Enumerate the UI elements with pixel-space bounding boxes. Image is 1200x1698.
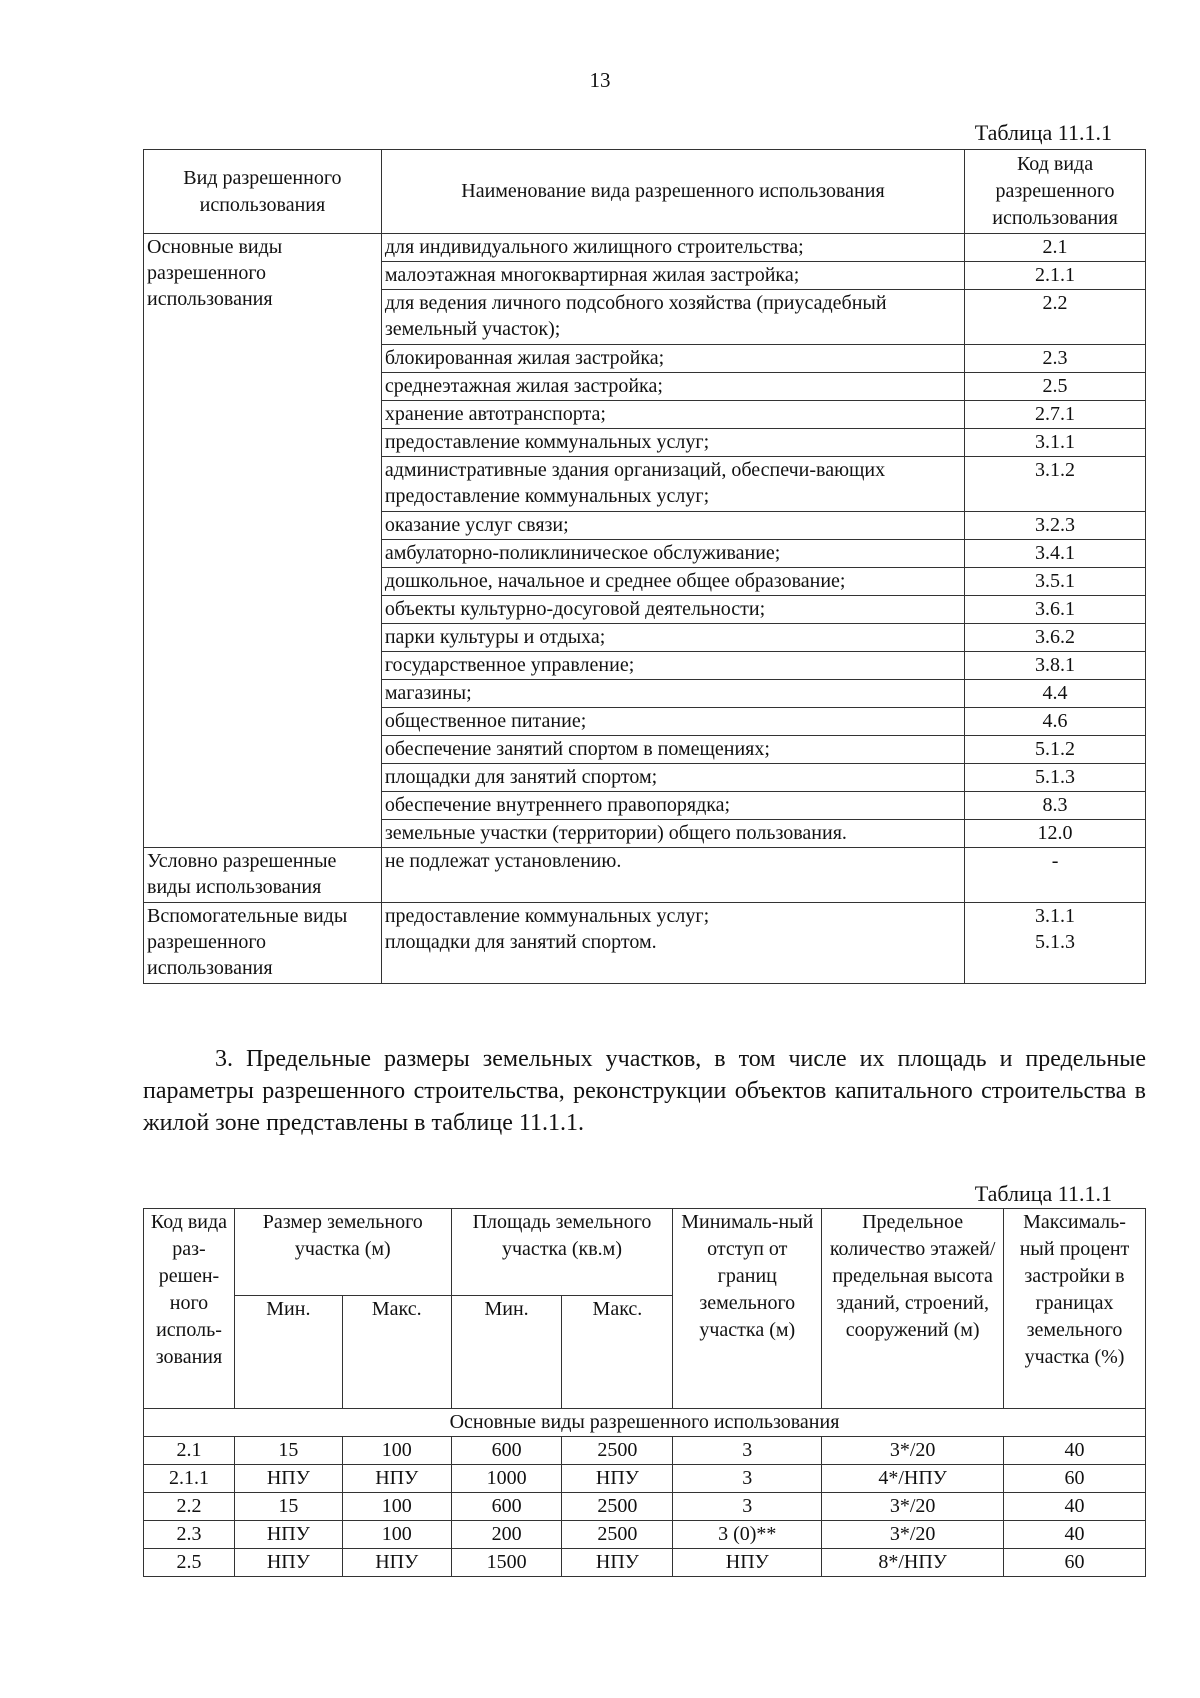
use-code: 3.8.1	[965, 652, 1146, 680]
param-max-percent: 60	[1004, 1549, 1146, 1577]
param-area-max: 2500	[562, 1493, 673, 1521]
use-name: оказание услуг связи;	[381, 512, 964, 540]
param-max-percent: 40	[1004, 1437, 1146, 1465]
permitted-use-table	[143, 149, 1146, 984]
parameters-table	[143, 1208, 1146, 1577]
param-max-percent: 40	[1004, 1521, 1146, 1549]
use-name: магазины;	[381, 680, 964, 708]
parameters-body	[144, 1409, 1146, 1577]
param-setback: 3	[673, 1465, 822, 1493]
use-code: 3.4.1	[965, 540, 1146, 568]
use-code: 3.6.1	[965, 596, 1146, 624]
table2-caption: Таблица 11.1.1	[974, 1181, 1112, 1206]
header-size-max: Макс.	[342, 1296, 451, 1409]
use-code: 3.1.2	[965, 457, 1146, 512]
use-code: 3.6.2	[965, 624, 1146, 652]
use-name: для индивидуального жилищного строительства;	[381, 234, 964, 262]
param-setback: 3	[673, 1493, 822, 1521]
header-use-name: Наименование вида разрешенного использования	[381, 150, 964, 234]
header-use-code: Код вида разрешенного использования	[965, 150, 1146, 234]
use-code: 2.3	[965, 345, 1146, 373]
param-max-percent: 40	[1004, 1493, 1146, 1521]
header-floors-height: Предельное количество этажей/ предельная высота зданий, строений, сооружений (м)	[822, 1209, 1004, 1409]
param-code: 2.2	[144, 1493, 235, 1521]
page-number: 13	[589, 68, 611, 92]
header-size-min: Мин.	[234, 1296, 342, 1409]
permitted-use-body	[144, 234, 1146, 984]
use-name: объекты культурно-досуговой деятельности;	[381, 596, 964, 624]
use-code: 5.1.2	[965, 736, 1146, 764]
parameter-row	[144, 1465, 1146, 1493]
header-area-min: Мин.	[451, 1296, 562, 1409]
use-code: 12.0	[965, 820, 1146, 848]
use-code: 2.2	[965, 290, 1146, 345]
use-name: государственное управление;	[381, 652, 964, 680]
param-size-min: НПУ	[234, 1465, 342, 1493]
param-setback: 3	[673, 1437, 822, 1465]
param-area-min: 1000	[451, 1465, 562, 1493]
param-floors-height: 4*/НПУ	[822, 1465, 1004, 1493]
param-area-max: НПУ	[562, 1549, 673, 1577]
use-code: 4.4	[965, 680, 1146, 708]
param-code: 2.5	[144, 1549, 235, 1577]
use-name: обеспечение занятий спортом в помещениях;	[381, 736, 964, 764]
param-area-min: 600	[451, 1437, 562, 1465]
parameter-row	[144, 1521, 1146, 1549]
use-code: 2.5	[965, 373, 1146, 401]
param-area-max: 2500	[562, 1521, 673, 1549]
header-setback: Минималь-ный отступ от границ земельного участка (м)	[673, 1209, 822, 1409]
param-code: 2.1	[144, 1437, 235, 1465]
use-name: земельные участки (территории) общего пользования.	[381, 820, 964, 848]
param-floors-height: 3*/20	[822, 1437, 1004, 1465]
table1-caption: Таблица 11.1.1	[974, 120, 1112, 145]
use-code: 8.3	[965, 792, 1146, 820]
use-code: 3.5.1	[965, 568, 1146, 596]
use-name: не подлежат установлению.	[381, 848, 964, 903]
use-name: для ведения личного подсобного хозяйства (приусадебный земельный участок);	[381, 290, 964, 345]
use-name: среднеэтажная жилая застройка;	[381, 373, 964, 401]
use-name: площадки для занятий спортом;	[381, 764, 964, 792]
param-size-max: 100	[342, 1521, 451, 1549]
param-floors-height: 3*/20	[822, 1521, 1004, 1549]
header-area-max: Макс.	[562, 1296, 673, 1409]
use-code: 3.1.1	[965, 429, 1146, 457]
use-name: предоставление коммунальных услуг; площадки для занятий спортом.	[381, 903, 964, 984]
header-plot-area: Площадь земельного участка (кв.м)	[451, 1209, 673, 1296]
parameter-row	[144, 1437, 1146, 1465]
param-size-max: 100	[342, 1437, 451, 1465]
use-code: -	[965, 848, 1146, 903]
use-name: малоэтажная многоквартирная жилая застройка;	[381, 262, 964, 290]
param-size-max: 100	[342, 1493, 451, 1521]
param-area-min: 600	[451, 1493, 562, 1521]
param-code: 2.1.1	[144, 1465, 235, 1493]
use-code: 3.2.3	[965, 512, 1146, 540]
section-label: Основные виды разрешенного использования	[144, 1409, 1146, 1437]
header-use-type: Вид разрешенного использования	[144, 150, 382, 234]
use-name: дошкольное, начальное и среднее общее образование;	[381, 568, 964, 596]
param-size-max: НПУ	[342, 1549, 451, 1577]
use-name: хранение автотранспорта;	[381, 401, 964, 429]
param-setback: НПУ	[673, 1549, 822, 1577]
use-code: 5.1.3	[965, 764, 1146, 792]
use-category: Условно разрешенные виды использования	[144, 848, 382, 903]
use-code: 2.1	[965, 234, 1146, 262]
use-name: парки культуры и отдыха;	[381, 624, 964, 652]
param-floors-height: 3*/20	[822, 1493, 1004, 1521]
header-code: Код вида раз-решен-ного исполь-зования	[144, 1209, 235, 1409]
param-max-percent: 60	[1004, 1465, 1146, 1493]
param-area-min: 200	[451, 1521, 562, 1549]
use-name: амбулаторно-поликлиническое обслуживание;	[381, 540, 964, 568]
use-name: административные здания организаций, обеспечи-вающих предоставление коммунальных услуг;	[381, 457, 964, 512]
use-name: общественное питание;	[381, 708, 964, 736]
use-row	[144, 848, 1146, 903]
param-floors-height: 8*/НПУ	[822, 1549, 1004, 1577]
section-row	[144, 1409, 1146, 1437]
use-code: 2.1.1	[965, 262, 1146, 290]
use-name: блокированная жилая застройка;	[381, 345, 964, 373]
use-code: 3.1.1 5.1.3	[965, 903, 1146, 984]
use-category: Основные виды разрешенного использования	[144, 234, 382, 848]
param-area-max: НПУ	[562, 1465, 673, 1493]
parameter-row	[144, 1549, 1146, 1577]
param-code: 2.3	[144, 1521, 235, 1549]
use-category: Вспомогательные виды разрешенного использования	[144, 903, 382, 984]
section-paragraph: 3. Предельные размеры земельных участков, в том числе их площадь и предельные параметры разрешенного строительства, реконструкции объектов капитального строительства в жилой зоне представлены в таблице 11.1.1.	[143, 1046, 1146, 1136]
param-size-min: 15	[234, 1437, 342, 1465]
param-setback: 3 (0)**	[673, 1521, 822, 1549]
header-plot-size: Размер земельного участка (м)	[234, 1209, 451, 1296]
param-size-min: НПУ	[234, 1521, 342, 1549]
parameter-row	[144, 1493, 1146, 1521]
use-name: предоставление коммунальных услуг;	[381, 429, 964, 457]
use-code: 2.7.1	[965, 401, 1146, 429]
param-area-min: 1500	[451, 1549, 562, 1577]
use-name: обеспечение внутреннего правопорядка;	[381, 792, 964, 820]
param-size-max: НПУ	[342, 1465, 451, 1493]
param-size-min: 15	[234, 1493, 342, 1521]
use-row	[144, 903, 1146, 984]
use-code: 4.6	[965, 708, 1146, 736]
param-area-max: 2500	[562, 1437, 673, 1465]
use-row	[144, 234, 1146, 262]
header-max-percent: Максималь-ный процент застройки в границах земельного участка (%)	[1004, 1209, 1146, 1409]
param-size-min: НПУ	[234, 1549, 342, 1577]
